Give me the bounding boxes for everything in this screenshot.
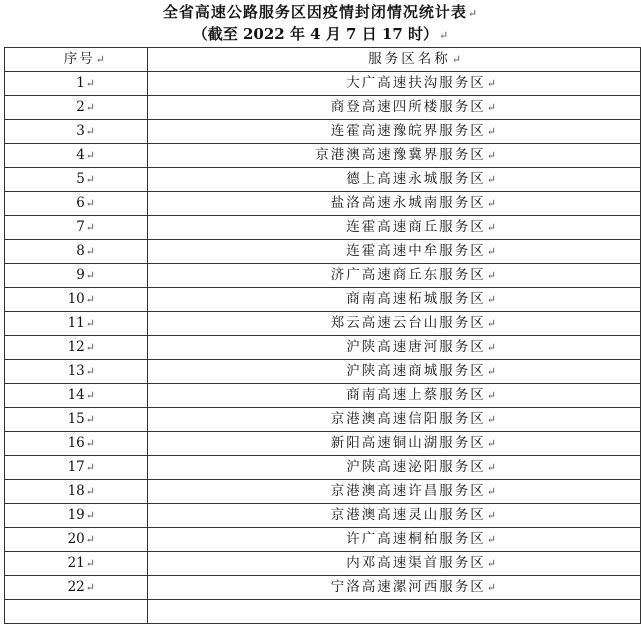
row-number: 5 <box>76 171 85 187</box>
paragraph-mark-icon: ↵ <box>439 29 449 42</box>
row-number: 3 <box>76 123 85 139</box>
table-row <box>5 480 641 504</box>
service-area-name: 许广高速桐柏服务区 <box>346 531 486 547</box>
row-number: 7 <box>76 219 85 235</box>
service-area-cell <box>148 312 641 336</box>
service-area-cell <box>148 144 641 168</box>
paragraph-mark-icon: ↵ <box>85 197 95 210</box>
service-area-cell <box>148 360 641 384</box>
row-number: 2 <box>76 99 85 115</box>
paragraph-mark-icon: ↵ <box>486 461 498 474</box>
paragraph-mark-icon: ↵ <box>486 221 498 234</box>
service-area-name: 郑云高速云台山服务区 <box>330 315 486 331</box>
paragraph-mark-icon: ↵ <box>486 533 498 546</box>
paragraph-mark-icon: ↵ <box>85 293 95 306</box>
table-row <box>5 312 641 336</box>
service-area-cell <box>148 432 641 456</box>
table-row <box>5 192 641 216</box>
row-number: 6 <box>76 195 85 211</box>
row-number-cell <box>5 144 148 168</box>
service-area-name: 沪陕高速唐河服务区 <box>346 339 486 355</box>
table-row <box>5 360 641 384</box>
table-row <box>5 168 641 192</box>
service-area-cell <box>148 552 641 576</box>
header-cell-number <box>5 48 148 72</box>
service-area-cell <box>148 504 641 528</box>
paragraph-mark-icon: ↵ <box>486 341 498 354</box>
row-number-cell <box>5 192 148 216</box>
paragraph-mark-icon: ↵ <box>486 149 498 162</box>
row-number-cell <box>5 216 148 240</box>
paragraph-mark-icon: ↵ <box>85 341 95 354</box>
paragraph-mark-icon: ↵ <box>85 269 95 282</box>
row-number-cell <box>5 528 148 552</box>
header-number-label: 序号 <box>63 51 95 67</box>
table-row <box>5 240 641 264</box>
row-number: 14 <box>67 387 85 403</box>
service-area-cell <box>148 240 641 264</box>
paragraph-mark-icon: ↵ <box>486 245 498 258</box>
service-area-name: 连霍高速商丘服务区 <box>346 219 486 235</box>
row-number-cell <box>5 456 148 480</box>
service-area-cell <box>148 336 641 360</box>
paragraph-mark-icon: ↵ <box>486 269 498 282</box>
paragraph-mark-icon: ↵ <box>486 509 498 522</box>
table-row-cutoff <box>5 600 641 624</box>
service-area-name: 商登高速四所楼服务区 <box>330 99 486 115</box>
paragraph-mark-icon: ↵ <box>85 557 95 570</box>
paragraph-mark-icon: ↵ <box>95 53 107 66</box>
table-row <box>5 144 641 168</box>
service-area-cell <box>148 120 641 144</box>
paragraph-mark-icon: ↵ <box>486 173 498 186</box>
service-area-cell <box>148 216 641 240</box>
row-number-cell <box>5 600 148 624</box>
table-row <box>5 96 641 120</box>
row-number-cell <box>5 168 148 192</box>
table-row <box>5 432 641 456</box>
paragraph-mark-icon: ↵ <box>486 581 498 594</box>
service-area-name: 京港澳高速灵山服务区 <box>330 507 486 523</box>
service-area-name: 内邓高速渠首服务区 <box>346 555 486 571</box>
paragraph-mark-icon: ↵ <box>85 533 95 546</box>
row-number-cell <box>5 360 148 384</box>
paragraph-mark-icon: ↵ <box>85 245 95 258</box>
paragraph-mark-icon: ↵ <box>85 461 95 474</box>
paragraph-mark-icon: ↵ <box>85 437 95 450</box>
row-number: 16 <box>67 435 85 451</box>
header-cell-name <box>148 48 641 72</box>
table-row <box>5 456 641 480</box>
service-area-name: 盐洛高速永城南服务区 <box>330 195 486 211</box>
paragraph-mark-icon: ↵ <box>486 101 498 114</box>
row-number: 1 <box>76 75 85 91</box>
service-area-name: 商南高速柘城服务区 <box>346 291 486 307</box>
paragraph-mark-icon: ↵ <box>486 389 498 402</box>
paragraph-mark-icon: ↵ <box>85 149 95 162</box>
table-row <box>5 408 641 432</box>
service-area-name: 商南高速上蔡服务区 <box>346 387 486 403</box>
row-number: 10 <box>67 291 85 307</box>
table-row <box>5 384 641 408</box>
paragraph-mark-icon: ↵ <box>85 125 95 138</box>
service-area-name: 济广高速商丘东服务区 <box>330 267 486 283</box>
table-row <box>5 552 641 576</box>
row-number: 11 <box>67 315 85 331</box>
service-area-name: 德上高速永城服务区 <box>346 171 486 187</box>
table-row <box>5 264 641 288</box>
service-area-cell <box>148 96 641 120</box>
service-area-name: 沪陕高速商城服务区 <box>346 363 486 379</box>
row-number-cell <box>5 312 148 336</box>
paragraph-mark-icon: ↵ <box>85 173 95 186</box>
paragraph-mark-icon: ↵ <box>85 365 95 378</box>
paragraph-mark-icon: ↵ <box>451 53 464 66</box>
paragraph-mark-icon: ↵ <box>486 197 498 210</box>
service-area-name: 京港澳高速信阳服务区 <box>330 411 486 427</box>
row-number: 22 <box>67 579 85 595</box>
service-area-cell <box>148 288 641 312</box>
paragraph-mark-icon: ↵ <box>85 221 95 234</box>
paragraph-mark-icon: ↵ <box>486 557 498 570</box>
table-body <box>5 72 641 624</box>
row-number-cell <box>5 336 148 360</box>
service-area-name: 新阳高速铜山湖服务区 <box>330 435 486 451</box>
row-number-cell <box>5 96 148 120</box>
row-number: 9 <box>76 267 85 283</box>
row-number-cell <box>5 576 148 600</box>
row-number-cell <box>5 240 148 264</box>
paragraph-mark-icon: ↵ <box>486 437 498 450</box>
document-title <box>0 2 641 24</box>
table-header-row <box>5 48 641 72</box>
row-number: 8 <box>76 243 85 259</box>
paragraph-mark-icon: ↵ <box>85 581 95 594</box>
row-number: 4 <box>76 147 85 163</box>
table-row <box>5 72 641 96</box>
service-area-cell <box>148 600 641 624</box>
row-number-cell <box>5 504 148 528</box>
document-title-text: 全省高速公路服务区因疫情封闭情况统计表 <box>162 3 467 21</box>
paragraph-mark-icon: ↵ <box>85 389 95 402</box>
service-area-name: 京港澳高速豫冀界服务区 <box>315 147 486 163</box>
row-number: 15 <box>67 411 85 427</box>
table-row <box>5 336 641 360</box>
paragraph-mark-icon: ↵ <box>486 413 498 426</box>
service-area-name: 京港澳高速许昌服务区 <box>330 483 486 499</box>
paragraph-mark-icon: ↵ <box>486 317 498 330</box>
table-row <box>5 504 641 528</box>
row-number: 18 <box>67 483 85 499</box>
row-number-cell <box>5 288 148 312</box>
service-area-name: 沪陕高速泌阳服务区 <box>346 459 486 475</box>
header-name-label: 服务区名称 <box>368 51 451 67</box>
service-area-cell <box>148 168 641 192</box>
table-row <box>5 216 641 240</box>
paragraph-mark-icon: ↵ <box>486 365 498 378</box>
row-number-cell <box>5 408 148 432</box>
table-row <box>5 576 641 600</box>
row-number-cell <box>5 480 148 504</box>
row-number-cell <box>5 264 148 288</box>
service-area-cell <box>148 384 641 408</box>
row-number: 13 <box>67 363 85 379</box>
paragraph-mark-icon: ↵ <box>486 485 498 498</box>
service-area-name: 连霍高速豫皖界服务区 <box>330 123 486 139</box>
document-subtitle <box>0 24 641 46</box>
table-row <box>5 120 641 144</box>
table-row <box>5 288 641 312</box>
service-area-cell <box>148 192 641 216</box>
row-number: 12 <box>67 339 85 355</box>
paragraph-mark-icon: ↵ <box>85 77 95 90</box>
row-number: 19 <box>67 507 85 523</box>
row-number-cell <box>5 552 148 576</box>
paragraph-mark-icon: ↵ <box>85 485 95 498</box>
service-area-cell <box>148 480 641 504</box>
service-area-name: 大广高速扶沟服务区 <box>346 75 486 91</box>
row-number: 20 <box>67 531 85 547</box>
paragraph-mark-icon: ↵ <box>85 413 95 426</box>
paragraph-mark-icon: ↵ <box>467 7 479 20</box>
row-number-cell <box>5 72 148 96</box>
service-area-name: 宁洛高速漯河西服务区 <box>330 579 486 595</box>
row-number-cell <box>5 384 148 408</box>
service-area-cell <box>148 456 641 480</box>
table-row <box>5 528 641 552</box>
service-area-cell <box>148 264 641 288</box>
service-area-cell <box>148 576 641 600</box>
paragraph-mark-icon: ↵ <box>85 509 95 522</box>
closure-table <box>4 47 641 624</box>
row-number-cell <box>5 432 148 456</box>
service-area-cell <box>148 408 641 432</box>
document-subtitle-text: （截至 2022 年 4 月 7 日 17 时） <box>192 25 439 43</box>
row-number: 21 <box>67 555 85 571</box>
service-area-cell <box>148 72 641 96</box>
service-area-cell <box>148 528 641 552</box>
service-area-name: 连霍高速中牟服务区 <box>346 243 486 259</box>
row-number-cell <box>5 120 148 144</box>
row-number: 17 <box>67 459 85 475</box>
paragraph-mark-icon: ↵ <box>486 125 498 138</box>
paragraph-mark-icon: ↵ <box>486 77 498 90</box>
paragraph-mark-icon: ↵ <box>85 101 95 114</box>
paragraph-mark-icon: ↵ <box>85 317 95 330</box>
paragraph-mark-icon: ↵ <box>486 293 498 306</box>
